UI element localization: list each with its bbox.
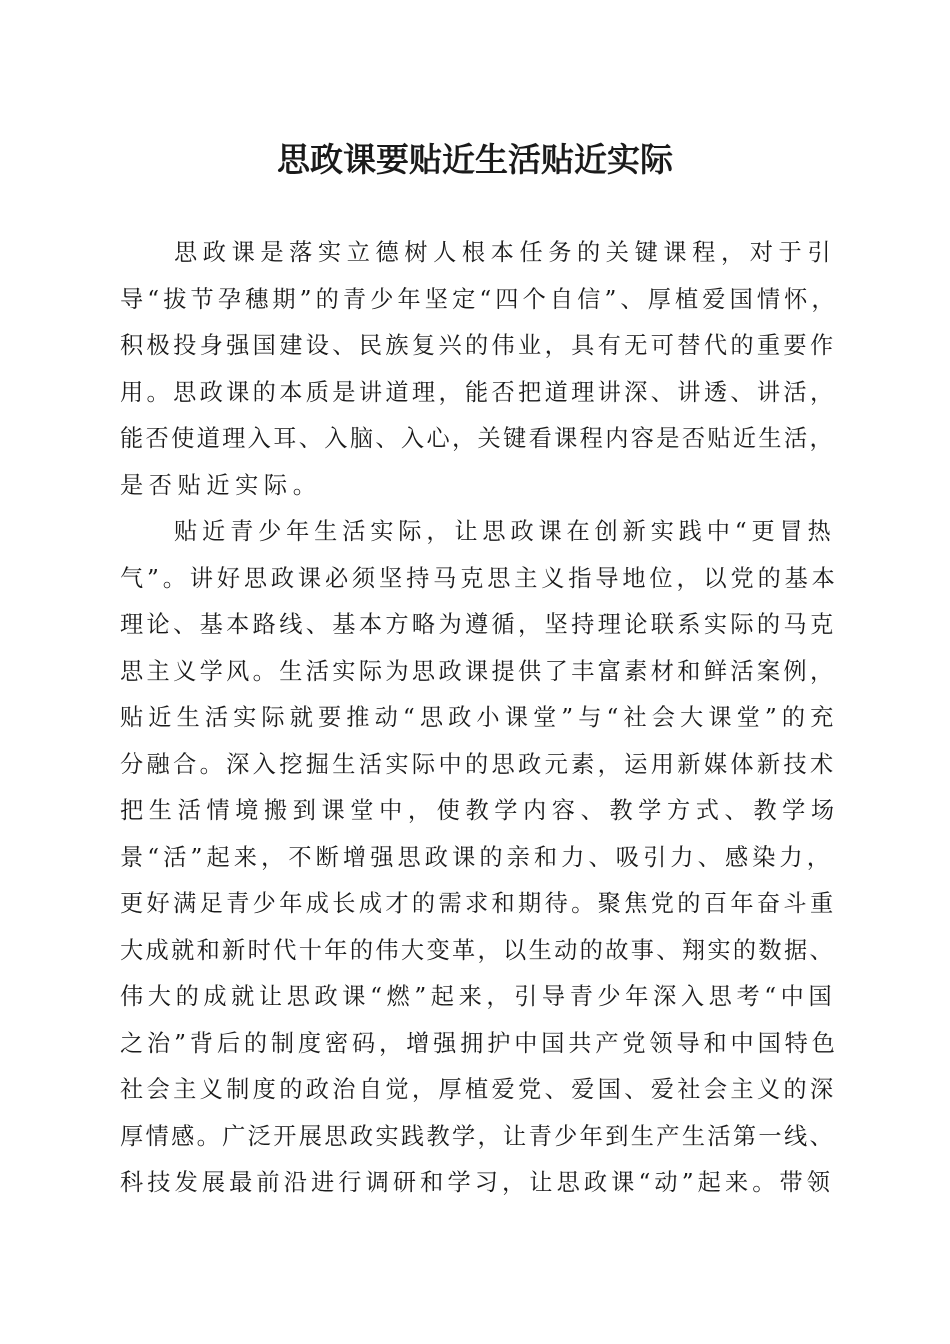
paragraph-2-line-7: 把生活情境搬到课堂中，使教学内容、教学方式、教学场	[120, 797, 840, 824]
paragraph-1-line-3: 积极投身强国建设、民族复兴的伟业，具有无可替代的重要作	[120, 332, 837, 359]
document-body	[120, 230, 840, 1207]
paragraph-1-line-1: 思政课是落实立德树人根本任务的关键课程，对于引	[174, 239, 837, 266]
paragraph-2-line-14: 厚情感。广泛开展思政实践教学，让青少年到生产生活第一线、	[120, 1122, 836, 1150]
paragraph-2-line-13: 社会主义制度的政治自觉，厚植爱党、爱国、爱社会主义的深	[120, 1076, 837, 1103]
paragraph-2-line-2: 气”。讲好思政课必须坚持马克思主义指导地位，以党的基本	[120, 564, 839, 592]
paragraph-1-line-4: 用。思政课的本质是讲道理，能否把道理讲深、讲透、讲活，	[120, 378, 837, 406]
paragraph-2-line-9: 更好满足青少年成长成才的需求和期待。聚焦党的百年奋斗重	[120, 890, 837, 917]
paragraph-2-line-10: 大成就和新时代十年的伟大变革，以生动的故事、翔实的数据、	[120, 936, 836, 964]
paragraph-1-line-2: 导“拔节孕穗期”的青少年坚定“四个自信”、厚植爱国情怀，	[120, 285, 839, 313]
paragraph-2-line-3: 理论、基本路线、基本方略为遵循，坚持理论联系实际的马克	[120, 611, 837, 638]
paragraph-1-line-5: 能否使道理入耳、入脑、入心，关键看课程内容是否贴近生活，	[120, 425, 836, 452]
document-title: 思政课要贴近生活贴近实际	[277, 140, 673, 179]
paragraph-2-line-1: 贴近青少年生活实际，让思政课在创新实践中“更冒热	[174, 518, 836, 545]
paragraph-2-line-4: 思主义学风。生活实际为思政课提供了丰富素材和鲜活案例，	[120, 657, 837, 685]
paragraph-2-line-15: 科技发展最前沿进行调研和学习，让思政课“动”起来。带领	[120, 1169, 835, 1196]
paragraph-2-line-8: 景“活”起来，不断增强思政课的亲和力、吸引力、感染力，	[120, 843, 835, 871]
paragraph-1-line-6: 是否贴近实际。	[120, 471, 322, 499]
paragraph-2-line-5: 贴近生活实际就要推动“思政小课堂”与“社会大课堂”的充	[120, 704, 839, 731]
paragraph-2-line-6: 分融合。深入挖掘生活实际中的思政元素，运用新媒体新技术	[120, 750, 837, 778]
paragraph-2-line-12: 之治”背后的制度密码，增强拥护中国共产党领导和中国特色	[120, 1029, 839, 1057]
paragraph-2-line-11: 伟大的成就让思政课“燃”起来，引导青少年深入思考“中国	[120, 983, 837, 1010]
